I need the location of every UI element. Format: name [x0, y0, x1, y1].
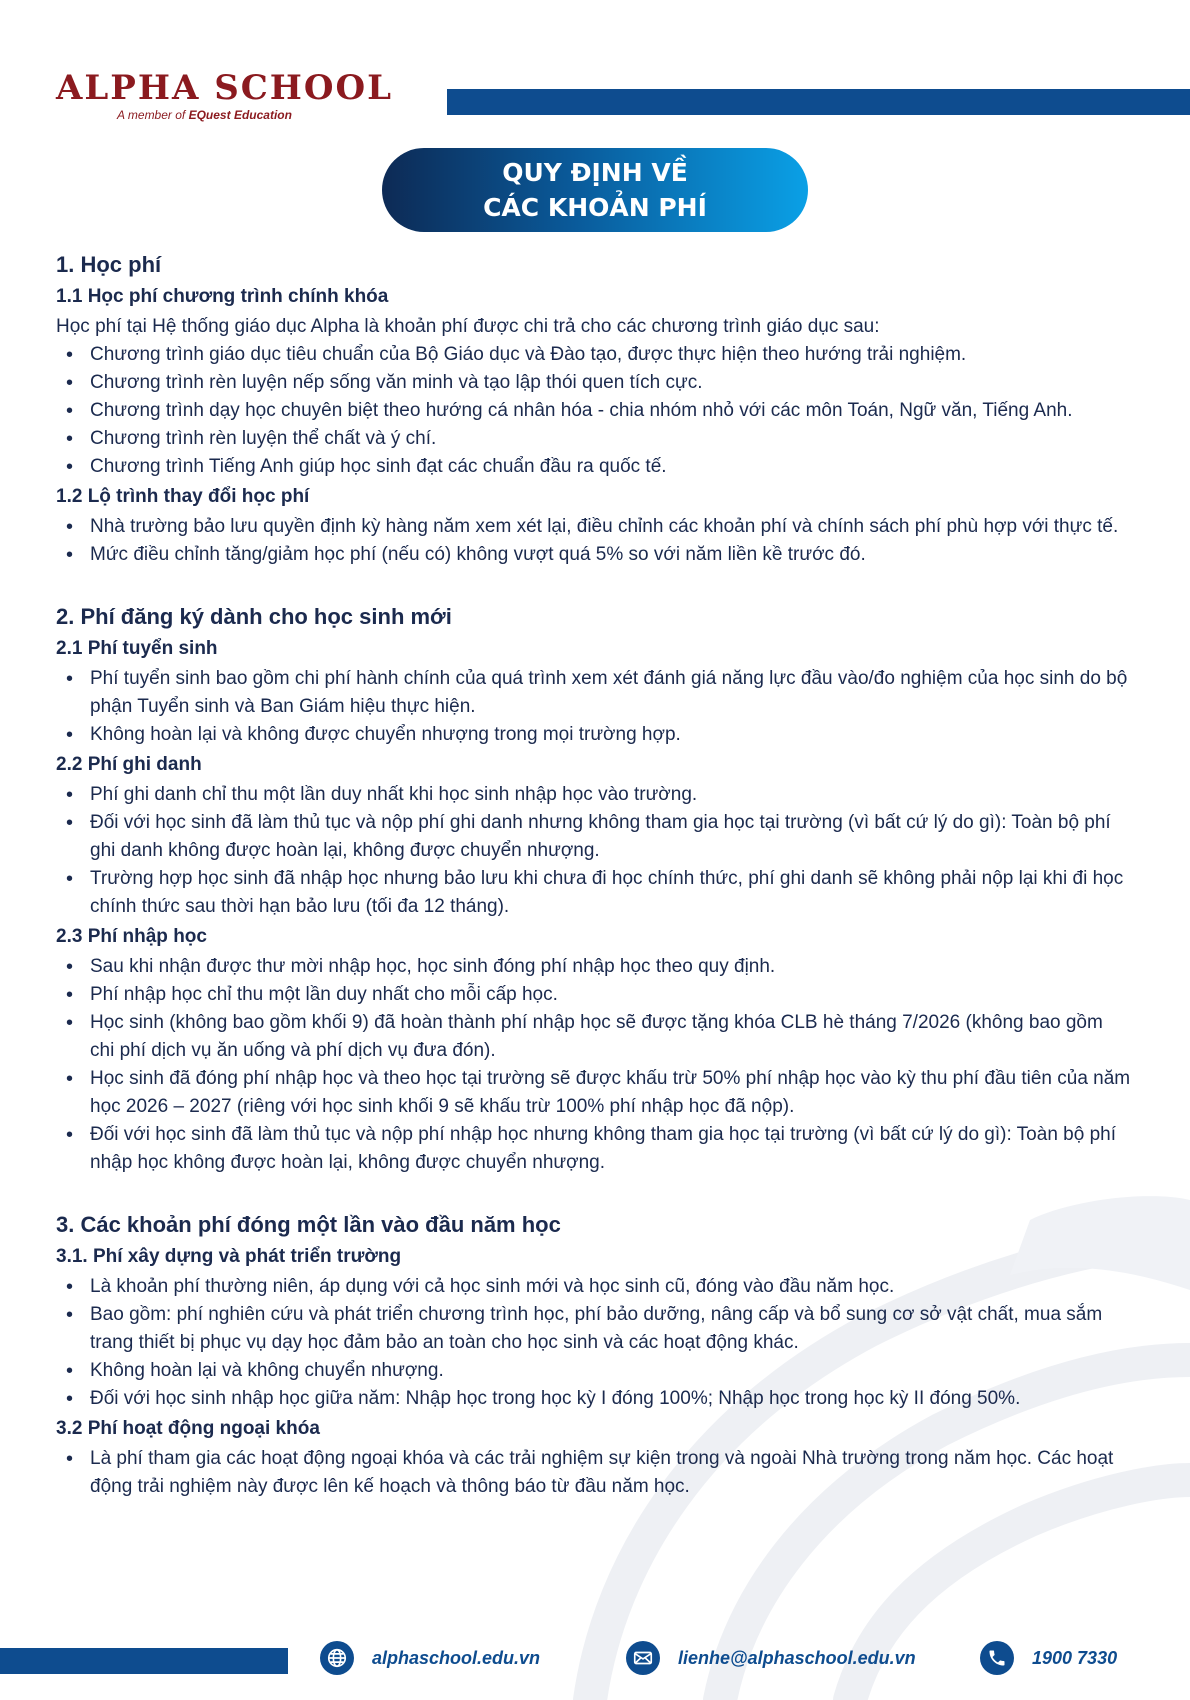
list-item: • Là phí tham gia các hoạt động ngoại khóa và các trải nghiệm sự kiện trong và ngoài Nhà trường trong năm học. Các hoạt động trải nghiệm này được lên kế hoạch và thông báo từ đầu năm học. [90, 1445, 1140, 1501]
subsection-heading-1-1: 1.1 Học phí chương trình chính khóa [56, 286, 389, 307]
footer-bar [0, 1648, 288, 1674]
school-logo [56, 68, 393, 122]
list-item: • Đối với học sinh nhập học giữa năm: Nhập học trong học kỳ I đóng 100%; Nhập học trong học kỳ II đóng 50%. [90, 1385, 1140, 1413]
bullet-list [56, 665, 1140, 749]
list-item: • Chương trình rèn luyện nếp sống văn minh và tạo lập thói quen tích cực. [90, 369, 1140, 397]
member-org: EQuest Education [188, 108, 292, 122]
subsection-heading-2-2: 2.2 Phí ghi danh [56, 754, 202, 775]
list-item: • Đối với học sinh đã làm thủ tục và nộp phí ghi danh nhưng không tham gia học tại trường (vì bất cứ lý do gì): Toàn bộ phí ghi danh không được hoàn lại, không được chuyển nhượng. [90, 809, 1140, 865]
list-item: • Trường hợp học sinh đã nhập học nhưng bảo lưu khi chưa đi học chính thức, phí ghi danh sẽ không phải nộp lại khi đi học chính thức sau thời hạn bảo lưu (tối đa 12 tháng). [90, 865, 1140, 921]
subsection-heading-2-3: 2.3 Phí nhập học [56, 926, 207, 947]
member-prefix: A member of [117, 108, 186, 122]
footer-phone[interactable] [980, 1640, 1117, 1676]
subsection-heading-3-2: 3.2 Phí hoạt động ngoại khóa [56, 1418, 320, 1439]
header-bar [447, 89, 1190, 115]
list-item: • Nhà trường bảo lưu quyền định kỳ hàng năm xem xét lại, điều chỉnh các khoản phí và chính sách phí phù hợp với thực tế. [90, 513, 1140, 541]
list-item: • Chương trình rèn luyện thể chất và ý chí. [90, 425, 1140, 453]
list-item: • Đối với học sinh đã làm thủ tục và nộp phí nhập học nhưng không tham gia học tại trường (vì bất cứ lý do gì): Toàn bộ phí nhập học không được hoàn lại, không được chuyển nhượng. [90, 1121, 1140, 1177]
footer-email[interactable] [626, 1640, 916, 1676]
title-line-1: QUY ĐỊNH VỀ [502, 158, 688, 187]
subsection-heading-2-1: 2.1 Phí tuyển sinh [56, 638, 218, 659]
list-item: • Phí nhập học chỉ thu một lần duy nhất cho mỗi cấp học. [90, 981, 1140, 1009]
email-link[interactable]: lienhe@alphaschool.edu.vn [678, 1647, 916, 1668]
subsection-heading-3-1: 3.1. Phí xây dựng và phát triển trường [56, 1246, 402, 1267]
section-heading-1: 1. Học phí [56, 252, 162, 277]
list-item: • Sau khi nhận được thư mời nhập học, học sinh đóng phí nhập học theo quy định. [90, 953, 1140, 981]
website-link[interactable]: alphaschool.edu.vn [372, 1647, 541, 1668]
list-item: • Mức điều chỉnh tăng/giảm học phí (nếu có) không vượt quá 5% so với năm liền kề trước đó. [90, 541, 1140, 569]
globe-icon [320, 1641, 354, 1675]
bullet-list [56, 513, 1140, 569]
document-title [382, 148, 808, 232]
bullet-list [56, 781, 1140, 921]
section-heading-2: 2. Phí đăng ký dành cho học sinh mới [56, 604, 452, 629]
section-heading-3: 3. Các khoản phí đóng một lần vào đầu năm học [56, 1212, 561, 1237]
school-name: ALPHA SCHOOL [56, 68, 394, 108]
list-item: • Học sinh đã đóng phí nhập học và theo học tại trường sẽ được khấu trừ 50% phí nhập học vào kỳ thu phí đầu tiên của năm học 2026 – 2027 (riêng với học sinh khối 9 sẽ khấu trừ 100% phí nhập học đã nộp). [90, 1065, 1140, 1121]
page-footer [0, 1640, 1190, 1684]
list-item: • Chương trình Tiếng Anh giúp học sinh đạt các chuẩn đầu ra quốc tế. [90, 453, 1140, 481]
member-tagline [117, 108, 393, 122]
phone-icon [980, 1641, 1014, 1675]
list-item: • Bao gồm: phí nghiên cứu và phát triển chương trình học, phí bảo dưỡng, nâng cấp và bổ sung cơ sở vật chất, mua sắm trang thiết bị phục vụ dạy học đảm bảo an toàn cho học sinh và các hoạt động khác. [90, 1301, 1140, 1357]
list-item: • Phí tuyển sinh bao gồm chi phí hành chính của quá trình xem xét đánh giá năng lực đầu vào/đo nghiệm của học sinh do bộ phận Tuyển sinh và Ban Giám hiệu thực hiện. [90, 665, 1140, 721]
list-item: • Là khoản phí thường niên, áp dụng với cả học sinh mới và học sinh cũ, đóng vào đầu năm học. [90, 1273, 1140, 1301]
bullet-list [56, 1273, 1140, 1413]
list-item: • Chương trình dạy học chuyên biệt theo hướng cá nhân hóa - chia nhóm nhỏ với các môn Toán, Ngữ văn, Tiếng Anh. [90, 397, 1140, 425]
footer-website[interactable] [320, 1640, 540, 1676]
document-body [56, 250, 1140, 1502]
intro-paragraph: Học phí tại Hệ thống giáo dục Alpha là khoản phí được chi trả cho các chương trình giáo dục sau: [56, 316, 880, 337]
phone-number[interactable]: 1900 7330 [1032, 1647, 1118, 1668]
envelope-icon [626, 1641, 660, 1675]
bullet-list [56, 953, 1140, 1177]
list-item: • Chương trình giáo dục tiêu chuẩn của Bộ Giáo dục và Đào tạo, được thực hiện theo hướng trải nghiệm. [90, 341, 1140, 369]
list-item: • Học sinh (không bao gồm khối 9) đã hoàn thành phí nhập học sẽ được tặng khóa CLB hè tháng 7/2026 (không bao gồm chi phí dịch vụ ăn uống và phí dịch vụ đưa đón). [90, 1009, 1140, 1065]
subsection-heading-1-2: 1.2 Lộ trình thay đổi học phí [56, 486, 310, 507]
bullet-list [56, 341, 1140, 481]
bullet-list [56, 1445, 1140, 1501]
list-item: • Không hoàn lại và không được chuyển nhượng trong mọi trường hợp. [90, 721, 1140, 749]
list-item: • Phí ghi danh chỉ thu một lần duy nhất khi học sinh nhập học vào trường. [90, 781, 1140, 809]
list-item: • Không hoàn lại và không chuyển nhượng. [90, 1357, 1140, 1385]
title-line-2: CÁC KHOẢN PHÍ [483, 193, 707, 222]
